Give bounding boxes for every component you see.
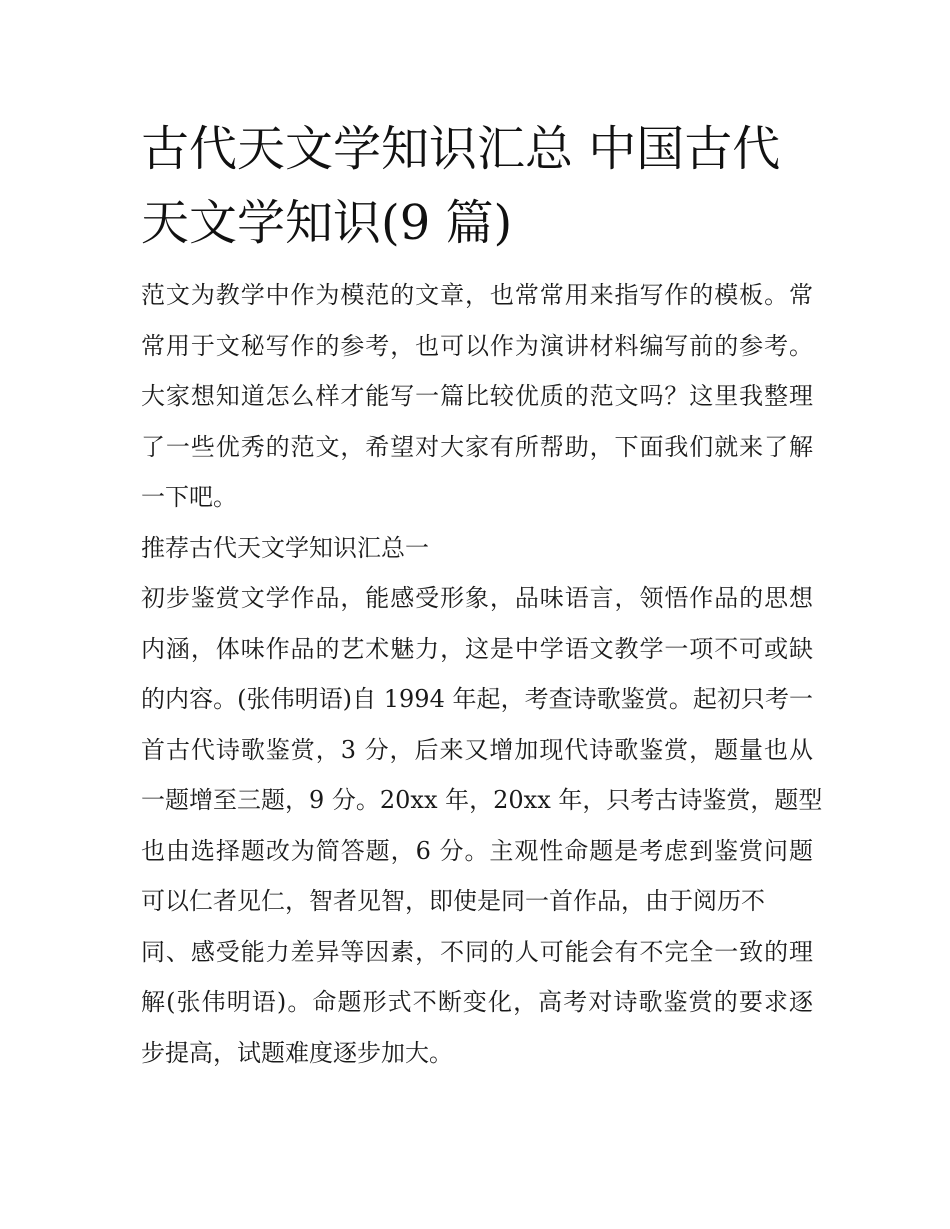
- section-line: 初步鉴赏文学作品，能感受形象，品味语言，领悟作品的思想: [141, 584, 813, 612]
- section-line: 同、感受能力差异等因素，不同的人可能会有不完全一致的理: [141, 937, 813, 966]
- section-line: 可以仁者见仁，智者见智，即使是同一首作品，由于阅历不: [141, 887, 765, 915]
- section-line: 内涵，体味作品的艺术魅力，这是中学语文教学一项不可或缺: [141, 634, 813, 663]
- section-line: 也由选择题改为简答题，6 分。主观性命题是考虑到鉴赏问题: [141, 836, 813, 865]
- intro-line: 大家想知道怎么样才能写一篇比较优质的范文吗？这里我整理: [141, 382, 813, 410]
- section-line: 解(张伟明语)。命题形式不断变化，高考对诗歌鉴赏的要求逐: [141, 988, 813, 1016]
- section-heading: 推荐古代天文学知识汇总一: [141, 533, 429, 562]
- intro-line: 了一些优秀的范文，希望对大家有所帮助，下面我们就来了解: [141, 432, 813, 461]
- title-line-1: 古代天文学知识汇总 中国古代: [141, 121, 781, 177]
- section-paragraph: [141, 573, 823, 1078]
- section-line: 一题增至三题，9 分。20xx 年，20xx 年，只考古诗鉴赏，题型: [141, 786, 823, 814]
- section-line: 首古代诗歌鉴赏，3 分，后来又增加现代诗歌鉴赏，题量也从: [141, 735, 813, 764]
- document-content: [141, 112, 823, 1078]
- intro-line: 常用于文秘写作的参考，也可以作为演讲材料编写前的参考。: [141, 331, 813, 360]
- section-line: 的内容。(张伟明语)自 1994 年起，考查诗歌鉴赏。起初只考一: [141, 685, 813, 713]
- document-title: [141, 112, 813, 260]
- section-line: 步提高，试题难度逐步加大。: [141, 1038, 453, 1067]
- intro-line: 一下吧。: [141, 483, 237, 511]
- intro-paragraph: [141, 270, 813, 523]
- title-line-2: 天文学知识(9 篇): [141, 195, 513, 251]
- intro-line: 范文为教学中作为模范的文章，也常常用来指写作的模板。常: [141, 281, 813, 309]
